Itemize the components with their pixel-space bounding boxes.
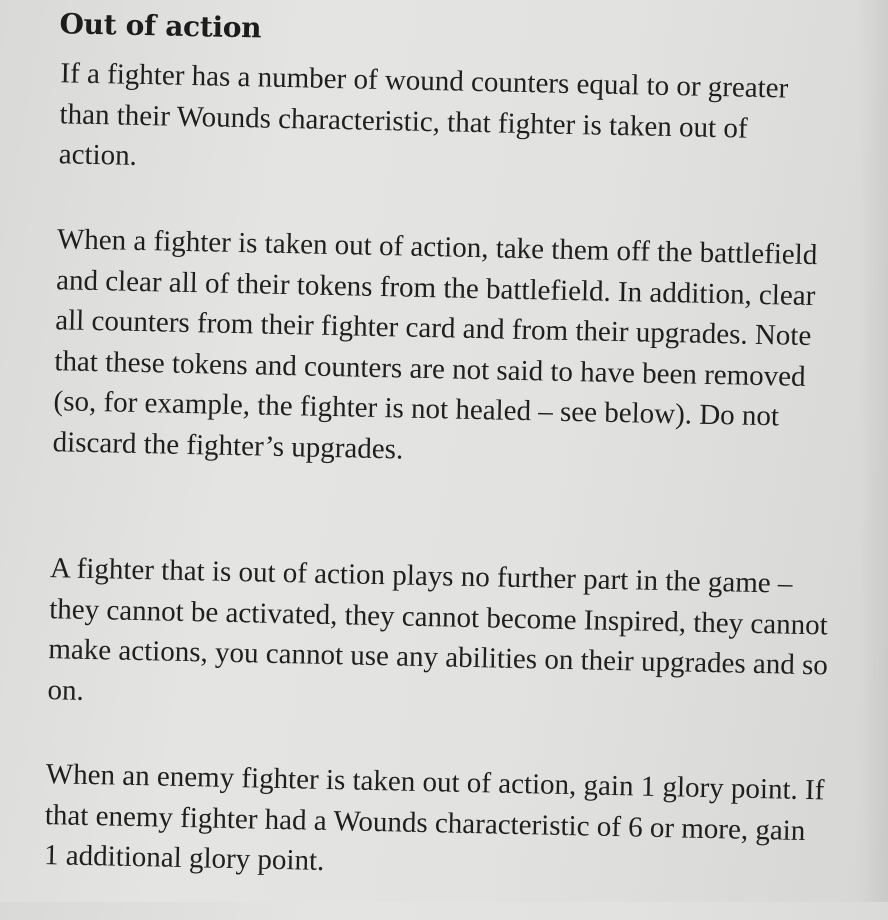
paragraph-wound-threshold: If a fighter has a number of wound counters equal to or greater than their Wounds characteristic, that fighter is taken out of action. bbox=[58, 57, 789, 172]
page-edge-shadow bbox=[858, 0, 888, 902]
section-heading: Out of action bbox=[59, 7, 262, 45]
paragraph-glory-points: When an enemy fighter is taken out of action, gain 1 glory point. If that enemy fighter had a Wounds characteristic of 6 or more, gain 1 additional glory point. bbox=[43, 758, 825, 877]
paragraph-remove-from-battlefield: When a fighter is taken out of action, take them off the battlefield and clear all of their tokens from the battlefield. In addition, clear all counters from their fighter card and from their upgrades. Note that these tokens and counters are not said to have been removed (so, for example, the fighter is not healed – see below). Do not discard the fighter’s upgrades. bbox=[52, 223, 818, 466]
paragraph-no-further-part: A fighter that is out of action plays no further part in the game – they cannot be activated, they cannot become Inspired, they cannot make actions, you cannot use any abilities on their upgrades and so on. bbox=[47, 552, 829, 707]
